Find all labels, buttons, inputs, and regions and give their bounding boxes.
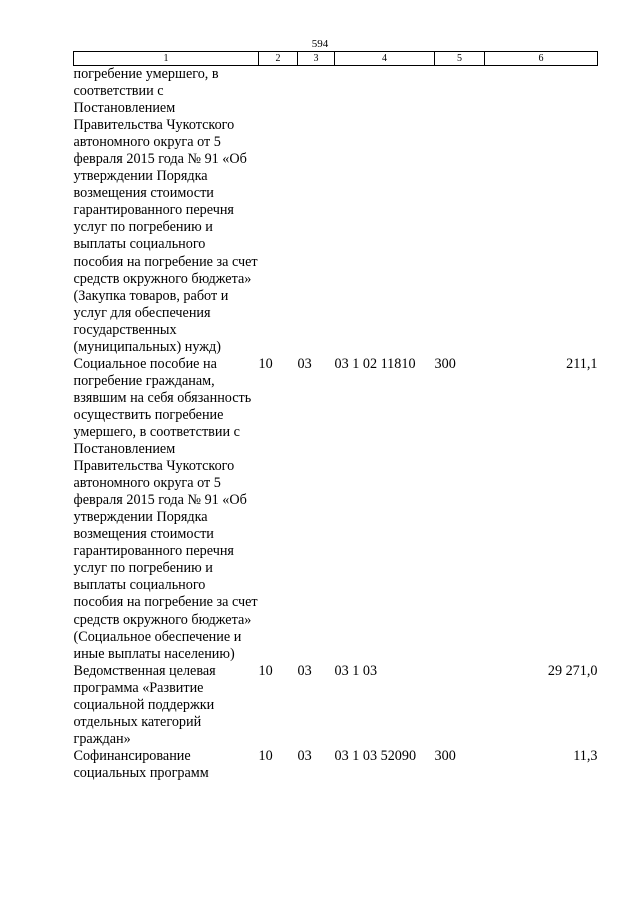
header-cell-1: 1 xyxy=(74,52,259,66)
table-row xyxy=(74,66,598,356)
row-target-article: 03 1 03 52090 xyxy=(334,747,417,764)
row-target-article: 03 1 03 xyxy=(334,662,378,679)
row-amount: 211,1 xyxy=(566,355,598,372)
row-amount: 29 271,0 xyxy=(547,662,598,679)
row-subsection: 03 xyxy=(297,662,312,679)
budget-table xyxy=(73,51,598,782)
row-name: погребение умершего, в соответствии с Постановлением Правительства Чукотского автономного округа от 5 февраля 2015 года № 91 «Об утверждении Порядка возмещения стоимости гарантированного перечня услуг по погребению и выплаты социального пособия на погребение за счет средств окружного бюджета» (Закупка товаров, работ и услуг для обеспечения государственных (муниципальных) нужд) xyxy=(73,66,258,355)
row-target-article: 03 1 02 11810 xyxy=(334,355,416,372)
row-section: 10 xyxy=(258,747,273,764)
row-section: 10 xyxy=(258,355,273,372)
header-cell-4: 4 xyxy=(335,52,435,66)
header-row xyxy=(74,52,598,66)
header-cell-6: 6 xyxy=(485,52,598,66)
row-expense-type xyxy=(435,663,485,748)
row-subsection xyxy=(298,66,335,356)
row-expense-type: 300 xyxy=(434,747,456,764)
header-cell-2: 2 xyxy=(259,52,298,66)
row-expense-type xyxy=(435,66,485,356)
header-cell-3: 3 xyxy=(298,52,335,66)
row-expense-type: 300 xyxy=(434,355,456,372)
header-cell-5: 5 xyxy=(435,52,485,66)
row-name: Ведомственная целевая программа «Развитие социальной поддержки отдельных категорий граждан» xyxy=(73,662,216,747)
row-name: Социальное пособие на погребение гражданам, взявшим на себя обязанность осуществить погребение умершего, в соответствии с Постановлением Правительства Чукотского автономного округа от 5 февраля 2015 года № 91 «Об утверждении Порядка возмещения стоимости гарантированного перечня услуг по погребению и выплаты социального пособия на погребение за счет средств окружного бюджета» (Социальное обеспечение и иные выплаты населению) xyxy=(73,355,258,662)
row-name: Софинансирование социальных программ xyxy=(73,747,209,781)
page-number: 594 xyxy=(311,38,329,50)
row-subsection: 03 xyxy=(297,747,312,764)
table-row xyxy=(74,748,598,782)
table-row xyxy=(74,663,598,748)
row-target-article xyxy=(335,66,435,356)
table-row xyxy=(74,356,598,663)
row-section: 10 xyxy=(258,662,273,679)
row-subsection: 03 xyxy=(297,355,312,372)
row-section xyxy=(259,66,298,356)
row-amount xyxy=(485,66,598,356)
row-amount: 11,3 xyxy=(573,747,598,764)
